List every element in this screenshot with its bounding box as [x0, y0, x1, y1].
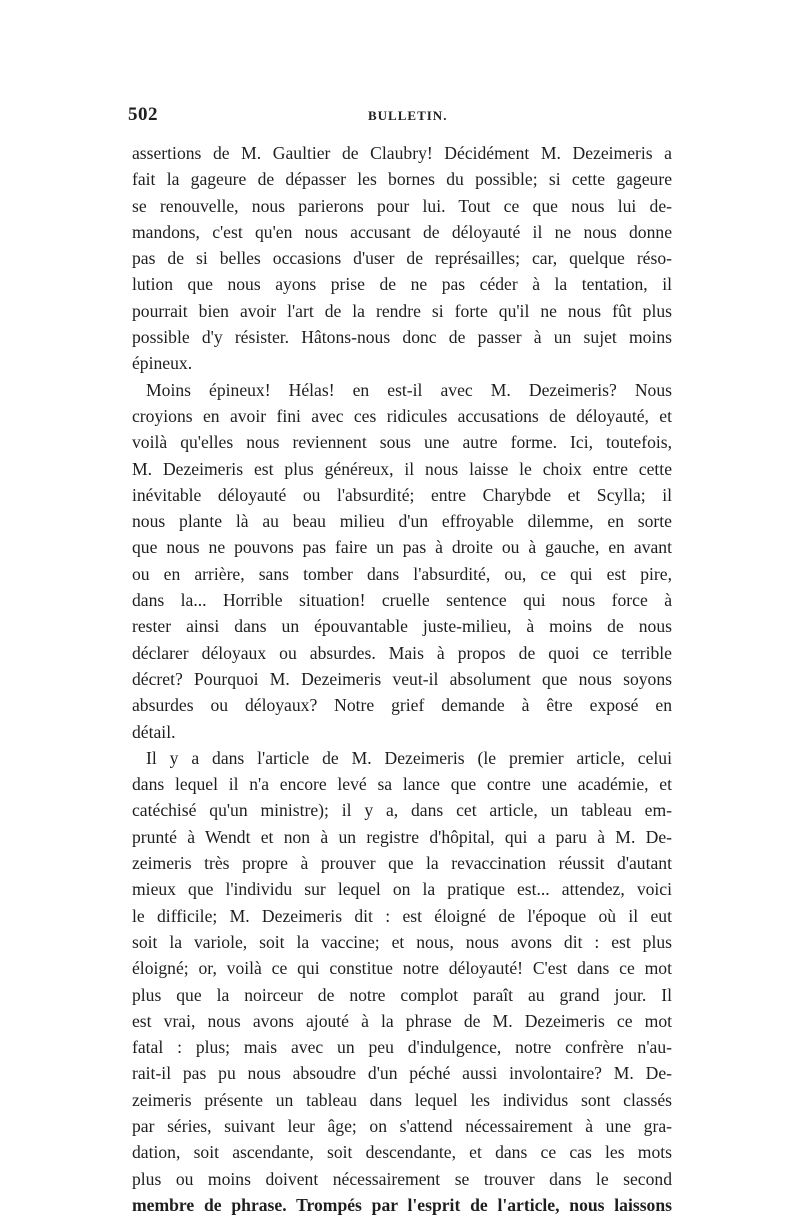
text-line: est vrai, nous avons ajouté à la phrase de M. Dezeimeris ce mot	[132, 1010, 672, 1031]
body-text	[132, 140, 672, 1218]
text-line: zeimeris très propre à prouver que la revaccination réussit d'autant	[132, 853, 672, 874]
page-number: 502	[128, 104, 158, 125]
text-line: pas de si belles occasions d'user de représailles; car, quelque réso-	[132, 248, 672, 269]
text-line: détail.	[132, 721, 176, 742]
text-line: par séries, suivant leur âge; on s'attend nécessairement à une gra-	[132, 1115, 672, 1136]
text-line: fait la gageure de dépasser les bornes du possible; si cette gageure	[132, 169, 672, 190]
text-line: dans la... Horrible situation! cruelle sentence qui nous force à	[132, 590, 672, 611]
text-line: Moins épineux! Hélas! en est-il avec M. Dezeimeris? Nous	[146, 379, 672, 400]
text-line: voilà qu'elles nous reviennent sous une autre forme. Ici, toutefois,	[132, 432, 672, 453]
text-line: épineux.	[132, 353, 193, 374]
text-line: éloigné; or, voilà ce qui constitue notre déloyauté! C'est dans ce mot	[132, 958, 672, 979]
text-line: que nous ne pouvons pas faire un pas à droite ou à gauche, en avant	[132, 537, 672, 558]
text-line: absurdes ou déloyaux? Notre grief demande à être exposé en	[132, 695, 672, 716]
text-line: dans lequel il n'a encore levé sa lance que contre une académie, et	[132, 774, 672, 795]
text-line: déclarer déloyaux ou absurdes. Mais à propos de quoi ce terrible	[132, 642, 672, 663]
text-line: mandons, c'est qu'en nous accusant de déloyauté il ne nous donne	[132, 221, 672, 242]
text-line: le difficile; M. Dezeimeris dit : est éloigné de l'époque où il eut	[132, 905, 672, 926]
text-line: Il y a dans l'article de M. Dezeimeris (le premier article, celui	[146, 747, 672, 768]
text-line: assertions de M. Gaultier de Claubry! Décidément M. Dezeimeris a	[132, 143, 672, 163]
text-line: membre de phrase. Trompés par l'esprit de l'article, nous laissons	[132, 1194, 672, 1215]
text-line: croyions en avoir fini avec ces ridicules accusations de déloyauté, et	[132, 405, 672, 426]
text-line: inévitable déloyauté ou l'absurdité; entre Charybde et Scylla; il	[132, 484, 672, 505]
text-line: dation, soit ascendante, soit descendante, et dans ce cas les mots	[132, 1142, 672, 1163]
text-line: nous plante là au beau milieu d'un effroyable dilemme, en sorte	[132, 511, 672, 532]
text-line: rester ainsi dans un épouvantable juste-milieu, à moins de nous	[132, 616, 672, 637]
text-line: soit la variole, soit la vaccine; et nous, nous avons dit : est plus	[132, 931, 672, 952]
text-line: rait-il pas pu nous absoudre d'un péché aussi involontaire? M. De-	[132, 1063, 672, 1084]
text-line: ou en arrière, sans tomber dans l'absurdité, ou, ce qui est pire,	[132, 563, 672, 584]
text-line: fatal : plus; mais avec un peu d'indulgence, notre confrère n'au-	[132, 1037, 672, 1058]
page-header	[128, 104, 678, 134]
text-line: décret? Pourquoi M. Dezeimeris veut-il absolument que nous soyons	[132, 668, 672, 689]
text-line: pourrait bien avoir l'art de la rendre si forte qu'il ne nous fût plus	[132, 300, 672, 321]
text-line: prunté à Wendt et non à un registre d'hôpital, qui a paru à M. De-	[132, 826, 672, 847]
text-line: zeimeris présente un tableau dans lequel les individus sont classés	[132, 1089, 672, 1110]
text-line: plus que la noirceur de notre complot paraît au grand jour. Il	[132, 984, 672, 1005]
text-line: possible d'y résister. Hâtons-nous donc de passer à un sujet moins	[132, 327, 672, 348]
text-line: M. Dezeimeris est plus généreux, il nous laisse le choix entre cette	[132, 458, 672, 479]
text-line: se renouvelle, nous parierons pour lui. Tout ce que nous lui de-	[132, 195, 672, 216]
text-line: catéchisé qu'un ministre); il y a, dans cet article, un tableau em-	[132, 800, 672, 821]
text-line: lution que nous ayons prise de ne pas céder à la tentation, il	[132, 274, 672, 295]
text-line: plus ou moins doivent nécessairement se trouver dans le second	[132, 1168, 672, 1189]
running-head: BULLETIN.	[368, 108, 448, 123]
text-line: mieux que l'individu sur lequel on la pratique est... attendez, voici	[132, 879, 672, 900]
